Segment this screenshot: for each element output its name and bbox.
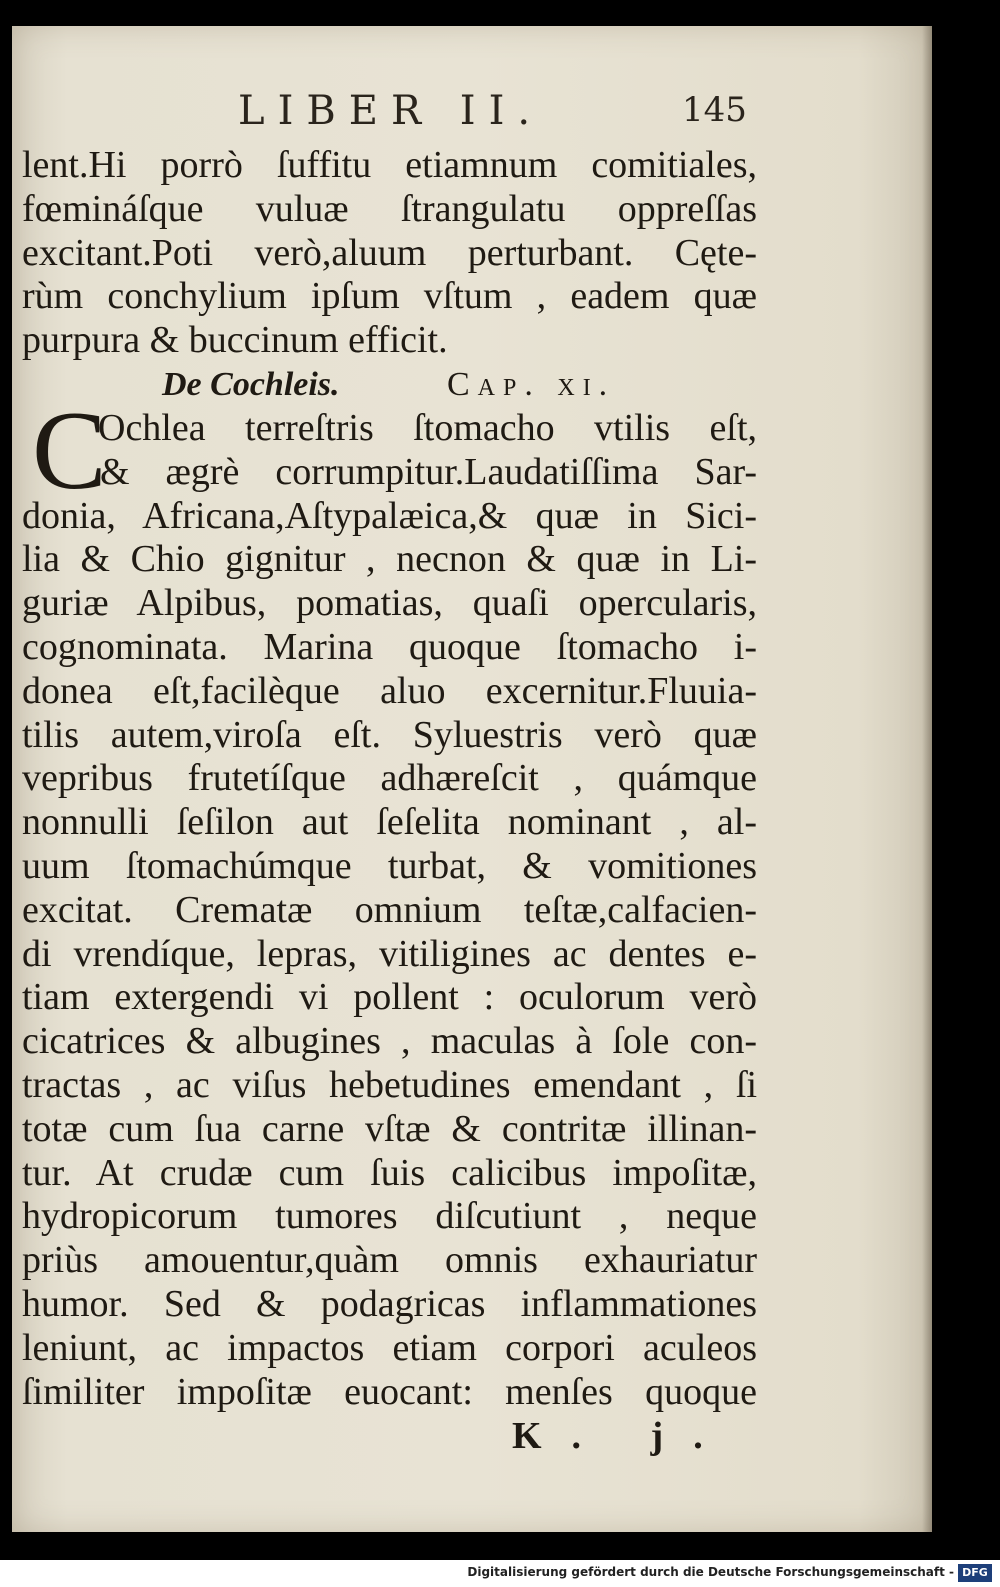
text-line: donia, Africana,Aſtypalæica,& quæ in Sici-: [22, 494, 757, 537]
chapter-number: Cap. xi.: [447, 365, 616, 403]
chapter-title: De Cochleis.: [162, 365, 340, 403]
text-line: lia & Chio gignitur , necnon & quæ in Li-: [22, 538, 757, 581]
text-line: tractas , ac viſus hebetudines emendant , ſi: [22, 1063, 757, 1106]
footer-bar: [0, 1560, 1000, 1587]
text-line: excitant.Poti verò,aluum perturbant. Cęte-: [22, 231, 757, 274]
text-line: donea eſt,facilèque aluo excernitur.Fluuia-: [22, 669, 757, 712]
running-head: LIBER II.: [238, 88, 544, 134]
drop-cap: C: [32, 388, 107, 513]
text-line: humor. Sed & podagricas inflammationes: [22, 1282, 757, 1325]
text-line: hydropicorum tumores diſcutiunt , neque: [22, 1195, 757, 1238]
text-line: leniunt, ac impactos etiam corpori aculeos: [22, 1326, 757, 1369]
text-line: excitat. Crematæ omnium teſtæ,calfacien-: [22, 888, 757, 931]
text-line: purpura & buccinum efficit.: [22, 319, 448, 362]
page-header: [12, 88, 932, 144]
text-line: totæ cum ſua carne vſtæ & contritæ illinan-: [22, 1107, 757, 1150]
text-line: lent.Hi porrò ſuffitu etiamnum comitiales,: [22, 144, 757, 186]
chapter-opening: [22, 388, 757, 513]
text-line: di vrendíque, lepras, vitiligines ac dentes e-: [22, 932, 757, 975]
text-line: uum ſtomachúmque turbat, & vomitiones: [22, 844, 757, 887]
text-line: ſimiliter impoſitæ euocant: menſes quoque: [22, 1370, 757, 1413]
catchword: K. j.: [512, 1415, 733, 1457]
text-line: tiam extergendi vi pollent : oculorum verò: [22, 976, 757, 1019]
chapter-heading: [22, 363, 757, 407]
text-line: cognominata. Marina quoque ſtomacho i-: [22, 625, 757, 668]
text-line: guriæ Alpibus, pomatias, quaſi opercularis,: [22, 582, 757, 625]
text-line: fœmináſque vuluæ ſtrangulatu oppreſſas: [22, 187, 757, 230]
text-line: rùm conchylium ipſum vſtum , eadem quæ: [22, 275, 757, 318]
text-line: cicatrices & albugines , maculas à ſole con-: [22, 1020, 757, 1063]
text-line: tilis autem,viroſa eſt. Syluestris verò quæ: [22, 713, 757, 756]
text-line: & ægrè corrumpitur.Laudatiſſima Sar-: [100, 450, 757, 493]
text-line: tur. At crudæ cum ſuis calicibus impoſitæ,: [22, 1151, 757, 1194]
text-line: priùs amouentur,quàm omnis exhauriatur: [22, 1239, 757, 1282]
text-line: vepribus frutetíſque adhæreſcit , quámque: [22, 757, 757, 800]
page-number: 145: [682, 90, 747, 130]
page-spine-shadow: [922, 26, 932, 1532]
chapter-body: [22, 495, 757, 1415]
text-line: Ochlea terreſtris ſtomacho vtilis eſt,: [98, 406, 757, 449]
dfg-logo: DFG: [958, 1564, 992, 1582]
text-line: nonnulli ſeſilon aut ſeſelita nominant , al-: [22, 801, 757, 844]
book-page: [12, 26, 932, 1532]
funding-credit: Digitalisierung gefördert durch die Deutsche Forschungsgemeinschaft -: [467, 1565, 954, 1579]
body-text: [22, 144, 757, 1414]
